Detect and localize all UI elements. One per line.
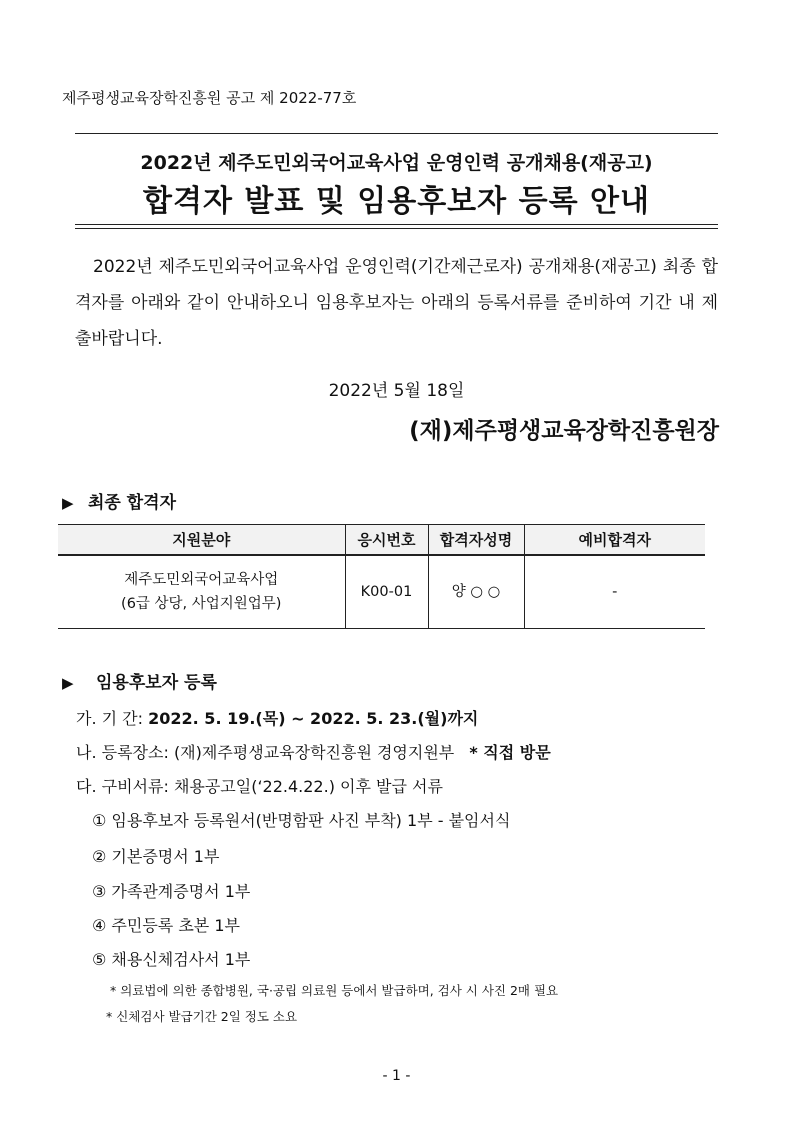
list-item: ④ 주민등록 초본 1부: [92, 916, 240, 935]
notice-number: 제주평생교육장학진흥원 공고 제 2022-77호: [62, 89, 357, 107]
document-title: 합격자 발표 및 임용후보자 등록 안내: [143, 184, 650, 219]
field-line-2: (6급 상당, 사업지원업무): [121, 596, 282, 612]
documents-value: 채용공고일(‘22.4.22.) 이후 발급 서류: [173, 777, 443, 796]
title-rule-1: [75, 224, 718, 225]
table-header-row: [58, 525, 705, 556]
cell-exam-number: K00-01: [345, 555, 428, 629]
list-item: ② 기본증명서 1부: [92, 847, 220, 866]
list-item: ⑤ 채용신체검사서 1부: [92, 950, 251, 969]
result-table: [58, 524, 705, 629]
header-passer-name: 합격자성명: [428, 525, 524, 556]
cell-reserve: -: [524, 555, 705, 629]
section-title: 임용후보자 등록: [96, 673, 217, 693]
section-final-passers: [62, 488, 176, 513]
title-rule-2: [75, 228, 718, 229]
header-exam-number: 응시번호: [345, 525, 428, 556]
document-subtitle: 2022년 제주도민외국어교육사업 운영인력 공개채용(재공고): [140, 152, 653, 174]
documents-label: 다. 구비서류:: [76, 777, 169, 796]
page-number: - 1 -: [382, 1068, 411, 1084]
section-title: 최종 합격자: [88, 493, 177, 513]
item-location: [76, 740, 551, 763]
note-duration: * 신체검사 발급기간 2일 정도 소요: [106, 1009, 298, 1024]
announcement-date: 2022년 5월 18일: [328, 381, 465, 401]
item-documents: [76, 774, 443, 797]
period-label: 가. 기 간:: [76, 709, 144, 728]
field-line-1: 제주도민외국어교육사업: [124, 572, 279, 588]
list-item: ① 임용후보자 등록원서(반명함판 사진 부착) 1부 - 붙임서식: [92, 811, 511, 830]
note-medical: * 의료법에 의한 종합병원, 국·공립 의료원 등에서 발급하며, 검사 시 사진 2매 필요: [110, 983, 559, 998]
section-candidate-registration: [62, 668, 217, 693]
location-value: (재)제주평생교육장학진흥원 경영지원부: [173, 743, 455, 762]
location-label: 나. 등록장소:: [76, 743, 169, 762]
triangle-bullet-icon: ▶: [62, 494, 74, 512]
list-item: ③ 가족관계증명서 1부: [92, 882, 251, 901]
triangle-bullet-icon: ▶: [62, 674, 74, 692]
issuer-name: (재)제주평생교육장학진흥원장: [409, 418, 719, 444]
item-period: [76, 706, 478, 729]
table-row: [58, 555, 705, 629]
cell-field: [58, 555, 345, 629]
location-emphasis: * 직접 방문: [469, 743, 551, 762]
top-rule: [75, 133, 718, 134]
intro-paragraph: 2022년 제주도민외국어교육사업 운영인력(기간제근로자) 공개채용(재공고) 최종 합격자를 아래와 같이 안내하오니 임용후보자는 아래의 등록서류를 준비하여 기간 내 제출바랍니다.: [75, 257, 718, 349]
period-value: 2022. 5. 19.(목) ~ 2022. 5. 23.(월)까지: [148, 709, 479, 728]
header-reserve: 예비합격자: [524, 525, 705, 556]
header-field: 지원분야: [58, 525, 345, 556]
cell-passer-name: 양 ○ ○: [428, 555, 524, 629]
